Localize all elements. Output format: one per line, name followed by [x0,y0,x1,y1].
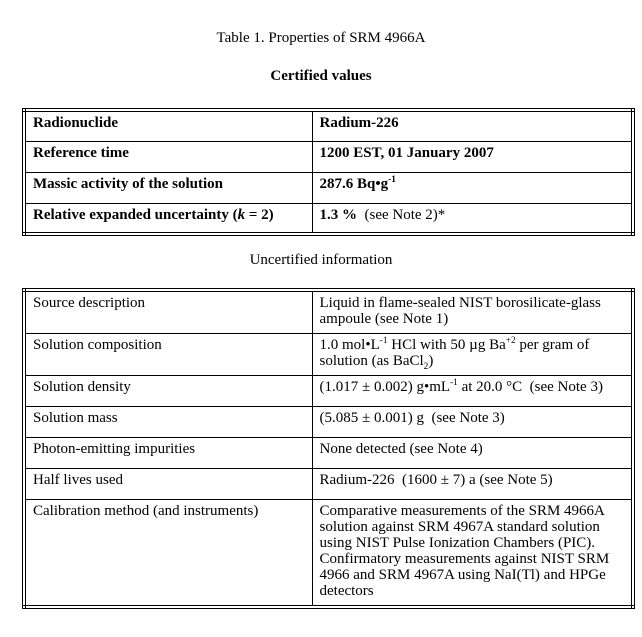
uncertified-information-heading: Uncertified information [249,252,393,268]
row-value-cell: Radium-226 (1600 ± 7) a (see Note 5) [312,469,633,500]
certified-values-table [22,108,635,236]
row-label-cell: Source description [24,290,312,334]
table-row [24,438,633,469]
row-value-cell: 287.6 $Bq•g^{-1}$ [312,172,633,203]
row-value-cell: 1200 EST, 01 January 2007 [312,141,633,172]
table-row [24,172,633,203]
row-value-cell: (5.085 ± 0.001) g (see Note 3) [312,407,633,438]
row-label-cell: Relative expanded uncertainty (k = 2) [24,203,312,234]
table-row [24,407,633,438]
table-row [24,500,633,608]
table-row [24,203,633,234]
row-label-cell: Half lives used [24,469,312,500]
table-row [24,110,633,141]
table-row [24,376,633,407]
uncertified-information-table [22,288,635,609]
table-row [24,290,633,334]
row-label-cell: Reference time [24,141,312,172]
row-label-cell: Solution composition [24,334,312,376]
row-value-cell: Radium-226 [312,110,633,141]
row-label-cell: Massic activity of the solution [24,172,312,203]
row-value-cell: 1.0 $mol•L^{-1}$ HCl with 50 µg $Ba^{+2}$ per gram of solution (as BaCl$_2$) [312,334,633,376]
row-value-cell: (1.017 ± 0.002) $g•mL^{-1}$ at 20.0 °C (see Note 3) [312,376,633,407]
row-label-cell: Calibration method (and instruments) [24,500,312,608]
row-value-cell: Comparative measurements of the SRM 4966A solution against SRM 4967A standard solution using NIST Pulse Ionization Chambers (PIC). Confirmatory measurements against NIST SRM 4966 and SRM 4967A using NaI(Tl) and HPGe detectors [312,500,633,608]
row-value-cell: 1.3 % (see Note 2)* [312,203,633,234]
document-page [0,30,642,609]
table-row [24,141,633,172]
row-label-cell: Photon-emitting impurities [24,438,312,469]
row-label-cell: Radionuclide [24,110,312,141]
row-label-cell: Solution mass [24,407,312,438]
row-value-cell: Liquid in flame-sealed NIST borosilicate-glass ampoule (see Note 1) [312,290,633,334]
table-row [24,334,633,376]
page-title: Table 1. Properties of SRM 4966A [216,30,426,46]
table-row [24,469,633,500]
row-label-cell: Solution density [24,376,312,407]
certified-values-heading: Certified values [270,68,372,84]
row-value-cell: None detected (see Note 4) [312,438,633,469]
